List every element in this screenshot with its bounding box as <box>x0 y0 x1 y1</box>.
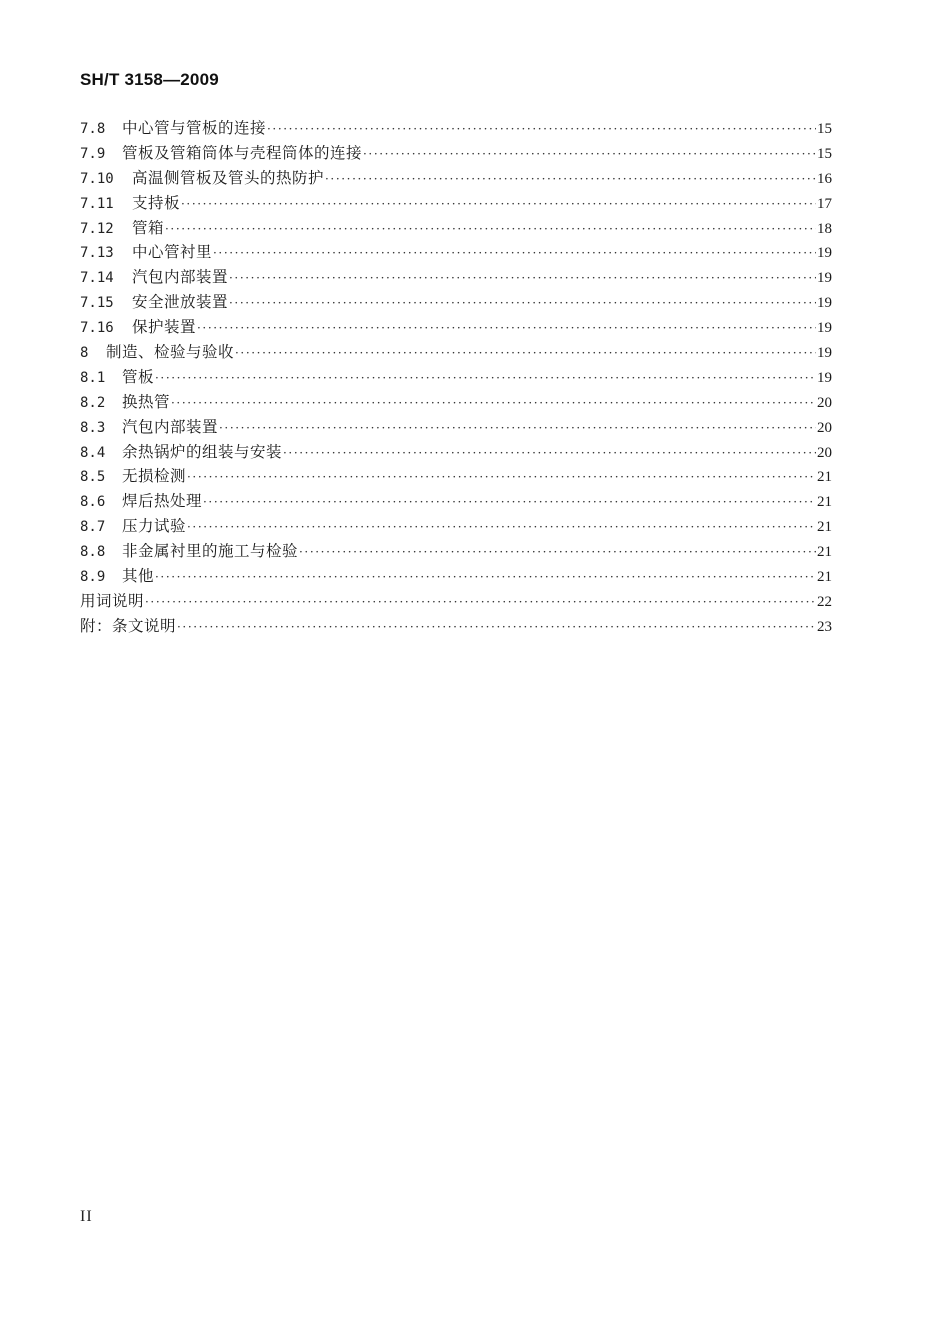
toc-entry-title: 安全泄放装置 <box>132 293 229 312</box>
toc-entry-title: 汽包内部装置 <box>122 417 219 436</box>
toc-entry-title: 管箱 <box>132 218 165 237</box>
toc-entry-page: 21 <box>817 519 832 536</box>
document-code-header: SH/T 3158—2009 <box>80 70 219 89</box>
toc-entry[interactable] <box>80 191 832 216</box>
toc-entry[interactable] <box>80 315 832 340</box>
toc-dot-leader <box>213 241 816 266</box>
toc-dot-leader <box>177 615 816 640</box>
toc-entry-title: 制造、检验与验收 <box>106 343 235 362</box>
toc-entry-title: 保护装置 <box>132 318 197 337</box>
toc-entry[interactable] <box>80 290 832 315</box>
toc-entry-title: 非金属衬里的施工与检验 <box>122 542 299 561</box>
toc-dot-leader <box>219 416 816 441</box>
toc-entry[interactable] <box>80 614 832 639</box>
toc-entry-number: 7.15 <box>80 295 114 312</box>
toc-entry[interactable] <box>80 589 832 614</box>
toc-entry-title: 支持板 <box>132 193 181 212</box>
toc-entry[interactable] <box>80 240 832 265</box>
toc-entry[interactable] <box>80 464 832 489</box>
toc-entry-number: 8.8 <box>80 544 106 561</box>
toc-entry-number: 8.1 <box>80 369 106 386</box>
toc-entry[interactable] <box>80 514 832 539</box>
toc-entry-number: 8.7 <box>80 519 106 536</box>
toc-entry[interactable] <box>80 116 832 141</box>
toc-entry-title: 附：条文说明 <box>80 616 177 635</box>
toc-entry-page: 19 <box>817 320 832 337</box>
toc-entry[interactable] <box>80 265 832 290</box>
toc-entry-page: 22 <box>817 593 832 610</box>
toc-entry-page: 19 <box>817 245 832 262</box>
toc-dot-leader <box>155 565 816 590</box>
toc-entry-title: 汽包内部装置 <box>132 268 229 287</box>
toc-dot-leader <box>197 316 816 341</box>
toc-dot-leader <box>229 266 816 291</box>
toc-entry-page: 21 <box>817 469 832 486</box>
toc-entry-number: 7.9 <box>80 145 106 162</box>
toc-dot-leader <box>363 142 816 167</box>
toc-entry-page: 20 <box>817 444 832 461</box>
toc-dot-leader <box>187 515 816 540</box>
toc-entry-title: 换热管 <box>122 392 171 411</box>
page-number: II <box>80 1208 93 1225</box>
toc-dot-leader <box>187 465 816 490</box>
toc-entry[interactable] <box>80 365 832 390</box>
toc-dot-leader <box>283 441 816 466</box>
toc-entry-title: 焊后热处理 <box>122 492 203 511</box>
toc-entry-number: 8.4 <box>80 444 106 461</box>
toc-entry-page: 20 <box>817 419 832 436</box>
toc-entry-number: 7.14 <box>80 270 114 287</box>
toc-entry-page: 17 <box>817 195 832 212</box>
toc-dot-leader <box>203 490 816 515</box>
toc-dot-leader <box>325 167 816 192</box>
toc-dot-leader <box>229 291 816 316</box>
toc-entry-title: 管板及管箱筒体与壳程筒体的连接 <box>122 143 363 162</box>
toc-entry-title: 其他 <box>122 567 155 586</box>
toc-entry-title: 中心管与管板的连接 <box>122 119 267 137</box>
toc-entry-number: 7.8 <box>80 121 106 137</box>
toc-entry-number: 7.16 <box>80 320 114 337</box>
toc-entry-number: 8.6 <box>80 494 106 511</box>
toc-entry-number: 7.11 <box>80 195 114 212</box>
toc-entry-number: 8.9 <box>80 569 106 586</box>
toc-entry-number: 7.13 <box>80 245 114 262</box>
toc-entry-number: 7.10 <box>80 170 114 187</box>
toc-dot-leader <box>145 590 816 615</box>
toc-entry-page: 19 <box>817 270 832 287</box>
toc-entry[interactable] <box>80 340 832 365</box>
toc-entry[interactable] <box>80 415 832 440</box>
toc-dot-leader <box>171 391 816 416</box>
toc-entry-page: 15 <box>817 121 832 137</box>
toc-entry[interactable] <box>80 390 832 415</box>
toc-entry-number: 8 <box>80 345 89 362</box>
toc-entry[interactable] <box>80 440 832 465</box>
toc-dot-leader <box>181 192 816 217</box>
toc-entry[interactable] <box>80 216 832 241</box>
toc-dot-leader <box>155 366 816 391</box>
toc-entry-title: 无损检测 <box>122 467 187 486</box>
toc-entry-page: 19 <box>817 345 832 362</box>
toc-entry-title: 中心管衬里 <box>132 243 213 262</box>
toc-entry-number: 8.2 <box>80 394 106 411</box>
toc-entry-title: 余热锅炉的组装与安装 <box>122 442 283 461</box>
toc-entry[interactable] <box>80 539 832 564</box>
toc-entry[interactable] <box>80 564 832 589</box>
toc-entry-page: 21 <box>817 569 832 586</box>
toc-entry[interactable] <box>80 166 832 191</box>
toc-entry-title: 压力试验 <box>122 517 187 536</box>
toc-entry-page: 15 <box>817 145 832 162</box>
toc-entry-number: 7.12 <box>80 220 114 237</box>
toc-dot-leader <box>267 117 816 142</box>
toc-entry-page: 23 <box>817 618 832 635</box>
toc-dot-leader <box>299 540 816 565</box>
toc-entry-page: 19 <box>817 295 832 312</box>
toc-dot-leader <box>235 341 816 366</box>
toc-entry[interactable] <box>80 489 832 514</box>
toc-entry-title: 用词说明 <box>80 591 145 610</box>
toc-dot-leader <box>165 217 816 242</box>
toc-entry-page: 18 <box>817 220 832 237</box>
toc-entry-number: 8.3 <box>80 419 106 436</box>
toc-entry-page: 21 <box>817 544 832 561</box>
toc-entry[interactable] <box>80 141 832 166</box>
toc-entry-title: 管板 <box>122 367 155 386</box>
toc-entry-page: 21 <box>817 494 832 511</box>
table-of-contents <box>80 116 832 639</box>
toc-entry-title: 高温侧管板及管头的热防护 <box>132 168 325 187</box>
toc-entry-page: 20 <box>817 394 832 411</box>
toc-entry-number: 8.5 <box>80 469 106 486</box>
toc-entry-page: 19 <box>817 369 832 386</box>
toc-entry-page: 16 <box>817 170 832 187</box>
